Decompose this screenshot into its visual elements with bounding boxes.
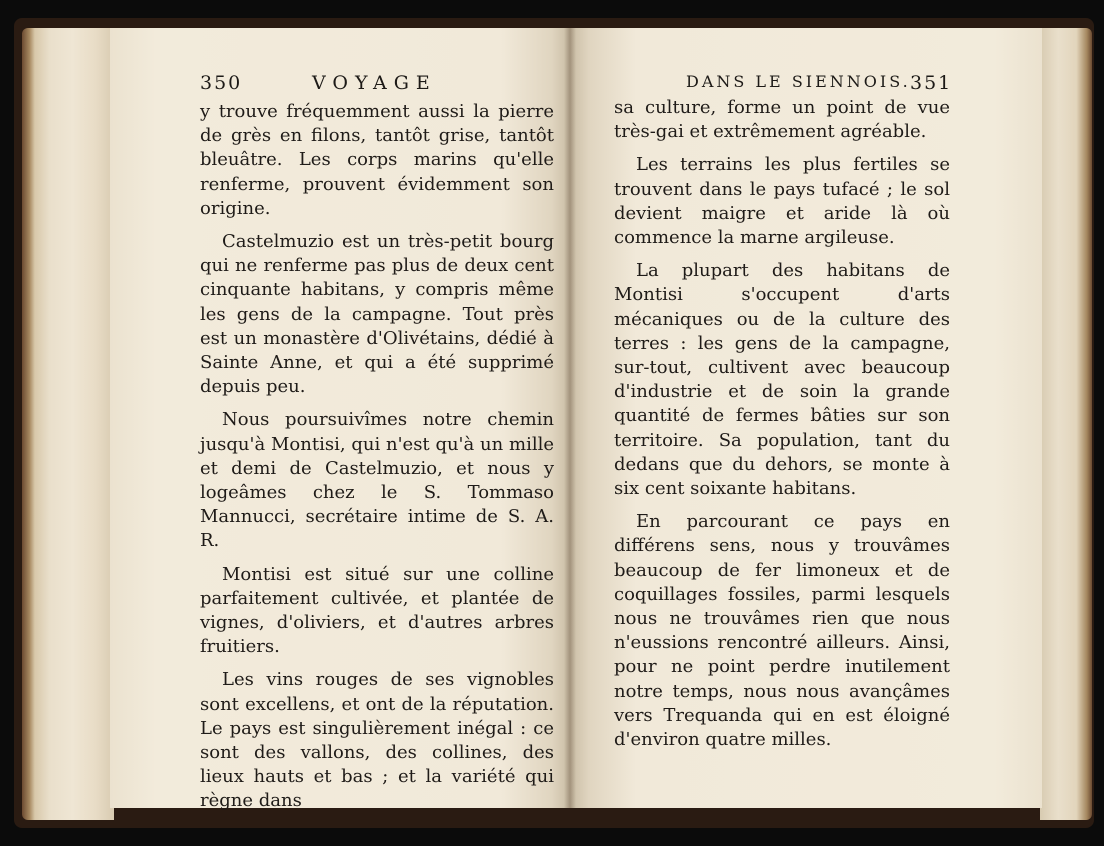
right-paragraph-3: La plupart des habitans de Montisi s'occupent d'arts mécaniques ou de la culture des terres : les gens de la campagne, sur-tout, cultivent avec beaucoup d'industrie et de soin la grande quantité de fermes bâties sur son territoire. Sa population, tant du dedans que du dehors, se monte à six cent soixante habitans. — [614, 260, 950, 500]
left-paragraph-2: Castelmuzio est un très-petit bourg qui ne renferme pas plus de deux cent cinquante habitans, y compris même les gens de la campagne. Tout près est un monastère d'Olivétains, dédié à Sainte Anne, et qui a été supprimé depuis peu. — [200, 231, 554, 398]
left-paragraph-1: y trouve fréquemment aussi la pierre de grès en filons, tantôt grise, tantôt bleuâtre. Les corps marins qu'elle renferme, prouvent évidemment son origine. — [200, 101, 554, 219]
right-page-text — [614, 96, 950, 752]
left-paragraph-4: Montisi est situé sur une colline parfaitement cultivée, et plantée de vignes, d'oliviers, et d'autres arbres fruitiers. — [200, 563, 554, 658]
right-paragraph-4: En parcourant ce pays en différens sens, nous y trouvâmes beaucoup de fer limoneux et de coquillages fossiles, parmi lesquels nous ne trouvâmes rien que nous n'eussions rencontré ailleurs. Ainsi, pour ne point perdre inutilement notre temps, nous nous avançâmes vers Trequanda qui en est éloigné d'environ quatre milles. — [614, 511, 950, 751]
left-page-text — [200, 100, 554, 814]
right-paragraph-1: sa culture, forme un point de vue très-gai et extrêmement agréable. — [614, 97, 950, 143]
right-running-head: DANS LE SIENNOIS. — [686, 72, 911, 91]
page-edges-left — [22, 28, 114, 820]
left-paragraph-5: Les vins rouges de ses vignobles sont excellens, et ont de la réputation. Le pays est singulièrement inégal : ce sont des vallons, des collines, des lieux hauts et bas ; et la variété qui règne dans — [200, 669, 554, 812]
left-paragraph-3: Nous poursuivîmes notre chemin jusqu'à Montisi, qui n'est qu'à un mille et demi de Castelmuzio, et nous y logeâmes chez le S. Tommaso Mannucci, secrétaire intime de S. A. R. — [200, 409, 554, 552]
left-running-head: VOYAGE — [312, 72, 437, 94]
book-gutter — [564, 28, 576, 808]
left-page-number: 350 — [200, 72, 243, 94]
right-paragraph-2: Les terrains les plus fertiles se trouvent dans le pays tufacé ; le sol devient maigre et aride là où commence la marne argileuse. — [614, 154, 950, 249]
right-page-number: 351 — [910, 72, 953, 94]
page-edges-right — [1040, 28, 1092, 820]
